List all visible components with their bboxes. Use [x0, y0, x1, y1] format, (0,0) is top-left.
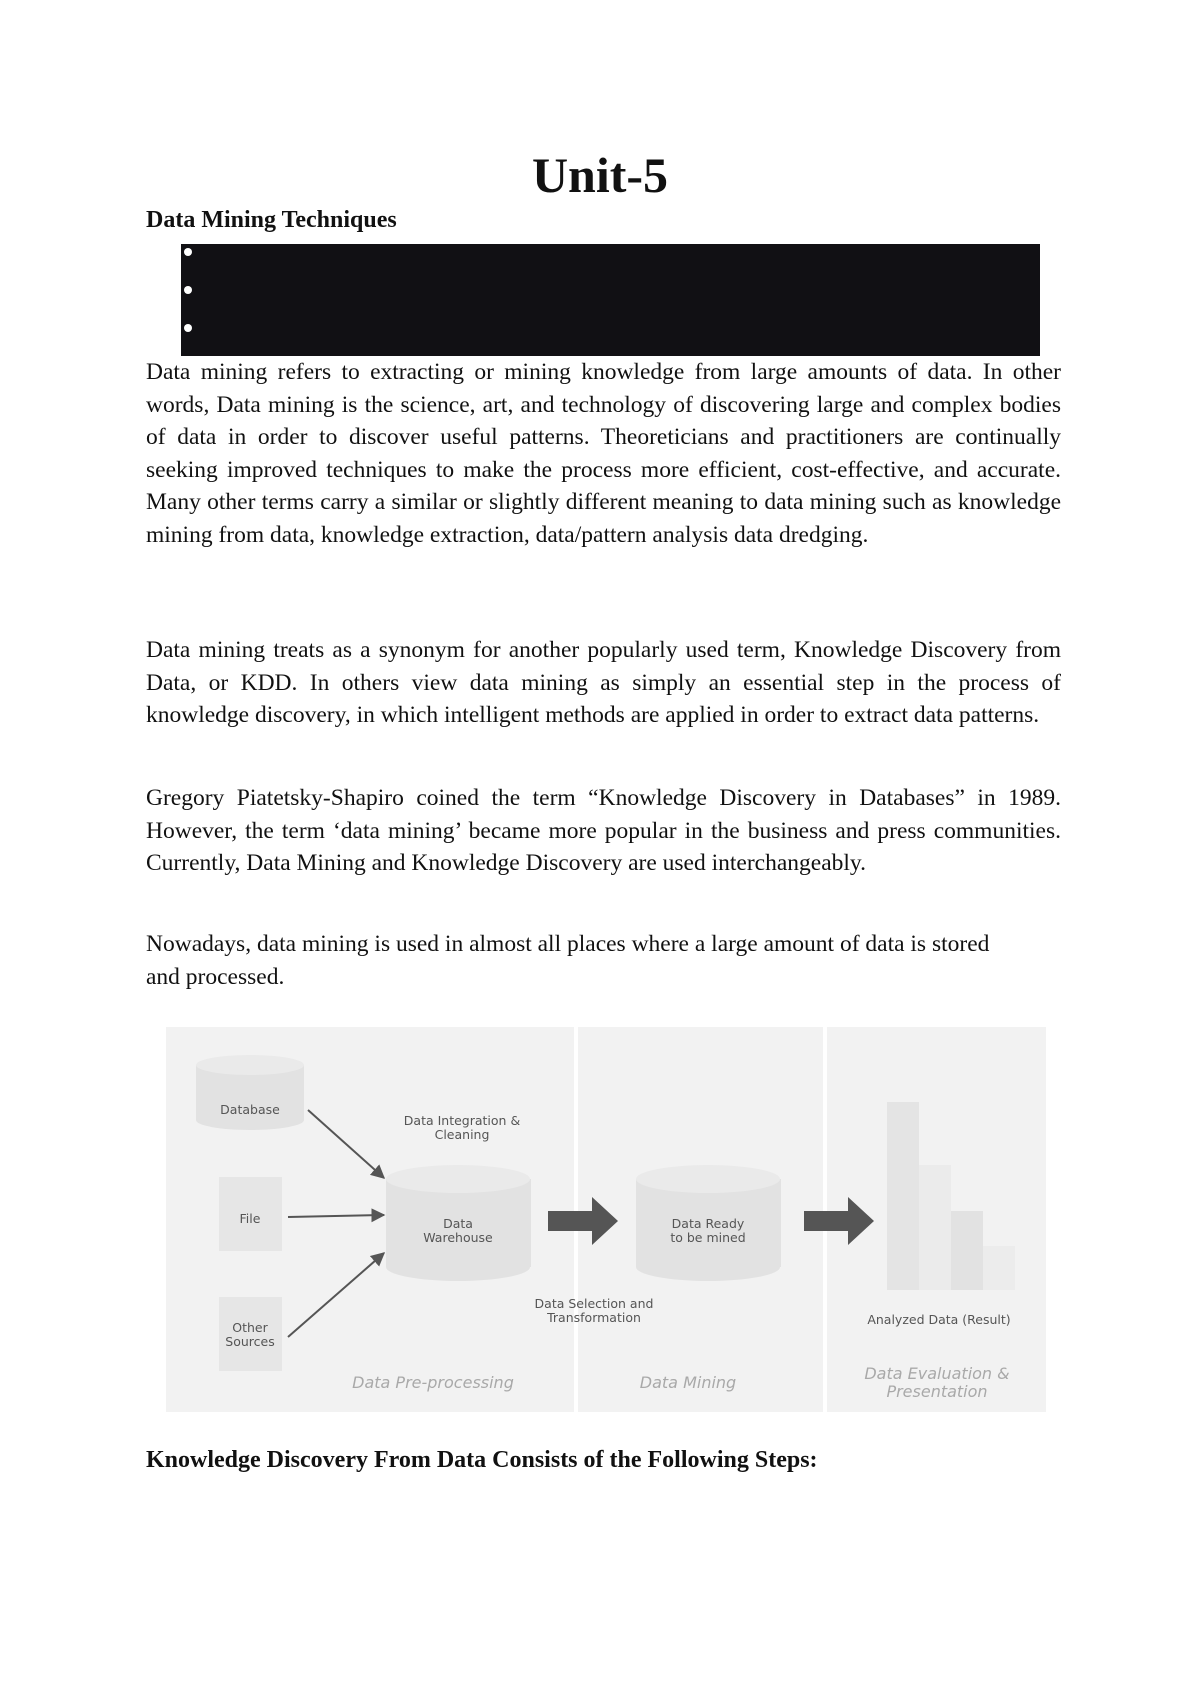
bullet-1	[184, 248, 192, 256]
paragraph-history: Gregory Piatetsky-Shapiro coined the term “Knowledge Discovery in Databases” in 1989. However, the term ‘data mining’ became more popular in the business and press communities. Currently, Data Mining and Knowledge Discovery are used interchangeably.	[146, 785, 1061, 877]
result-bar-3	[951, 1211, 983, 1290]
result-bar-4	[983, 1246, 1015, 1290]
bullet-3	[184, 324, 192, 332]
paragraph-usage: Nowadays, data mining is used in almost all places where a large amount of data is stored and processed.	[146, 931, 990, 990]
stage-mining: Data Mining	[639, 1373, 737, 1392]
file-label: File	[239, 1211, 261, 1226]
data-ready-label: Data Ready to be mined	[670, 1216, 746, 1245]
database-label: Database	[220, 1102, 280, 1117]
stage-evaluation: Data Evaluation & Presentation	[864, 1364, 1010, 1401]
kdd-process-diagram	[166, 1027, 1046, 1412]
selection-label: Data Selection and Transformation	[534, 1296, 654, 1325]
stage-preprocessing: Data Pre-processing	[352, 1373, 514, 1392]
paragraph-definition: Data mining refers to extracting or mining knowledge from large amounts of data. In other words, Data mining is the science, art, and technology of discovering large and complex bodies of data in order to discover useful patterns. Theoreticians and practitioners are continually seeking improved techniques to make the process more efficient, cost-effective, and accurate. Many other terms carry a similar or slightly different meaning to data mining such as knowledge mining from data, knowledge extraction, data/pattern analysis data dredging.	[146, 359, 1061, 548]
steps-heading: Knowledge Discovery From Data Consists of the Following Steps:	[146, 1447, 818, 1473]
database-icon	[196, 1055, 304, 1130]
redacted-bullet-list	[181, 244, 1040, 356]
bullet-2	[184, 286, 192, 294]
result-bar-2	[919, 1165, 951, 1290]
data-warehouse-label: Data Warehouse	[423, 1216, 493, 1245]
section-heading: Data Mining Techniques	[146, 207, 397, 233]
integration-label: Data Integration & Cleaning	[403, 1113, 521, 1142]
other-sources-label: Other Sources	[225, 1320, 275, 1349]
result-label: Analyzed Data (Result)	[867, 1312, 1011, 1327]
result-bar-1	[887, 1102, 919, 1290]
page-title: Unit-5	[531, 147, 669, 203]
paragraph-kdd-synonym: Data mining treats as a synonym for another popularly used term, Knowledge Discovery from Data, or KDD. In others view data mining as simply an essential step in the process of knowledge discovery, in which intelligent methods are applied in order to extract data patterns.	[146, 637, 1061, 729]
